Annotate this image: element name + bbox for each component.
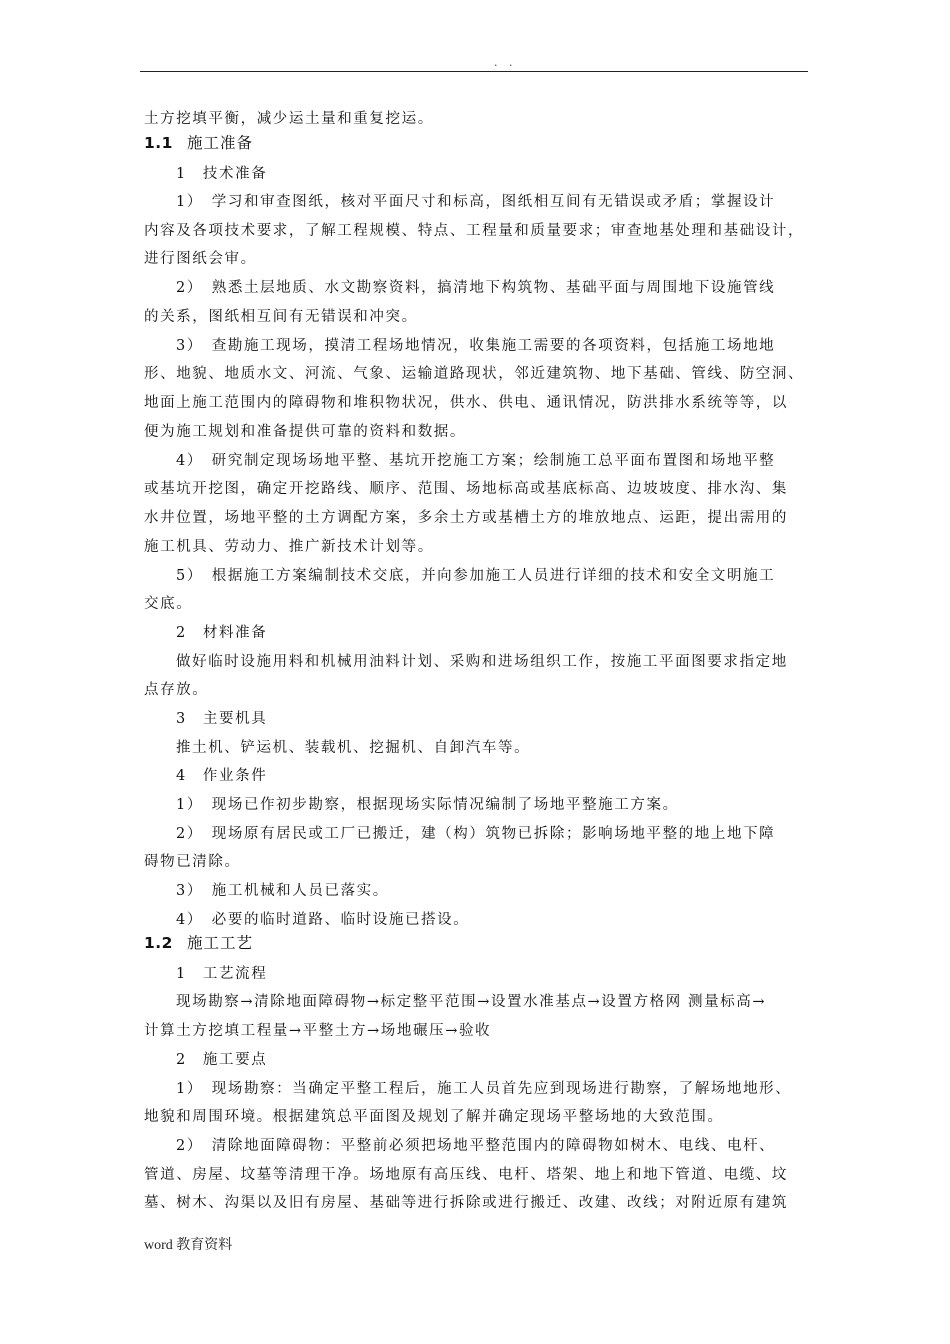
paragraph-line: 便为施工规划和准备提供可靠的资料和数据。: [144, 424, 466, 440]
paragraph-line: 的关系，图纸相互间有无错误和冲突。: [144, 309, 418, 325]
section-number: 1.2: [144, 934, 173, 952]
paragraph-line: 水井位置，场地平整的土方调配方案，多余土方或基槽土方的堆放地点、运距，提出需用的: [144, 510, 788, 526]
footer-label: word 教育资料: [144, 1238, 233, 1253]
paragraph-line: 5） 根据施工方案编制技术交底，并向参加施工人员进行详细的技术和安全文明施工: [176, 568, 776, 584]
header-mark: . .: [494, 56, 517, 69]
section-number: 1.1: [144, 134, 173, 152]
paragraph-line: 进行图纸会审。: [144, 251, 257, 267]
paragraph-line: 地貌和周围环境。根据建筑总平面图及规划了解并确定现场平整场地的大致范围。: [144, 1109, 724, 1125]
paragraph-line: 计算土方挖填工程量→平整土方→场地碾压→验收: [144, 1023, 492, 1039]
paragraph-line: 墓、树木、沟渠以及旧有房屋、基础等进行拆除或进行搬迁、改建、改线；对附近原有建筑: [144, 1195, 788, 1211]
section-heading-1-1: [144, 133, 253, 153]
paragraph-line: 内容及各项技术要求，了解工程规模、特点、工程量和质量要求；审查地基处理和基础设计，: [144, 223, 805, 239]
paragraph-line: 4） 必要的临时道路、临时设施已搭设。: [176, 912, 470, 928]
paragraph-line: 1） 学习和审查图纸，核对平面尺寸和标高，图纸相互间有无错误或矛盾；掌握设计: [176, 194, 776, 210]
paragraph-line: 2） 熟悉土层地质、水文勘察资料，搞清地下构筑物、基础平面与周围地下设施管线: [176, 280, 776, 296]
paragraph-line: 2） 清除地面障碍物：平整前必须把场地平整范围内的障碍物如树木、电线、电杆、: [176, 1138, 776, 1154]
section-title: 施工工艺: [186, 934, 253, 952]
paragraph-line: 3） 施工机械和人员已落实。: [176, 883, 389, 899]
paragraph-line: 1） 现场勘察：当确定平整工程后，施工人员首先应到现场进行勘察，了解场地地形、: [176, 1081, 792, 1097]
paragraph-line: 现场勘察→清除地面障碍物→标定整平范围→设置水准基点→设置方格网 测量标高→: [176, 994, 767, 1010]
paragraph-line: 施工机具、劳动力、推广新技术计划等。: [144, 539, 434, 555]
paragraph-line: 碍物已清除。: [144, 854, 241, 870]
subsection-heading: 2 材料准备: [176, 625, 268, 641]
paragraph-line: 或基坑开挖图，确定开挖路线、顺序、范围、场地标高或基底标高、边坡坡度、排水沟、集: [144, 481, 788, 497]
paragraph-line: 形、地貌、地质水文、河流、气象、运输道路现状，邻近建筑物、地下基础、管线、防空洞、: [144, 366, 805, 382]
paragraph-line: 土方挖填平衡，减少运土量和重复挖运。: [144, 111, 434, 127]
paragraph-line: 做好临时设施用料和机械用油料计划、采购和进场组织工作，按施工平面图要求指定地: [176, 654, 788, 670]
subsection-heading: 1 工艺流程: [176, 966, 268, 982]
paragraph-line: 1） 现场已作初步勘察，根据现场实际情况编制了场地平整施工方案。: [176, 797, 679, 813]
subsection-heading: 2 施工要点: [176, 1052, 268, 1068]
subsection-heading: 1 技术准备: [176, 166, 268, 182]
subsection-heading: 3 主要机具: [176, 711, 268, 727]
paragraph-line: 4） 研究制定现场场地平整、基坑开挖施工方案；绘制施工总平面布置图和场地平整: [176, 453, 776, 469]
section-heading-1-2: [144, 933, 253, 953]
paragraph-line: 2） 现场原有居民或工厂已搬迁，建（构）筑物已拆除；影响场地平整的地上地下障: [176, 826, 776, 842]
paragraph-line: 管道、房屋、坟墓等清理干净。场地原有高压线、电杆、塔架、地上和地下管道、电缆、坟: [144, 1167, 788, 1183]
section-title: 施工准备: [186, 134, 253, 152]
paragraph-line: 推土机、铲运机、装载机、挖掘机、自卸汽车等。: [176, 740, 531, 756]
subsection-heading: 4 作业条件: [176, 768, 268, 784]
header-rule: [140, 71, 808, 72]
paragraph-line: 3） 查勘施工现场，摸清工程场地情况，收集施工需要的各项资料，包括施工场地地: [176, 338, 776, 354]
paragraph-line: 地面上施工范围内的障碍物和堆积物状况，供水、供电、通讯情况，防洪排水系统等等，以: [144, 395, 788, 411]
paragraph-line: 点存放。: [144, 682, 209, 698]
paragraph-line: 交底。: [144, 596, 193, 612]
